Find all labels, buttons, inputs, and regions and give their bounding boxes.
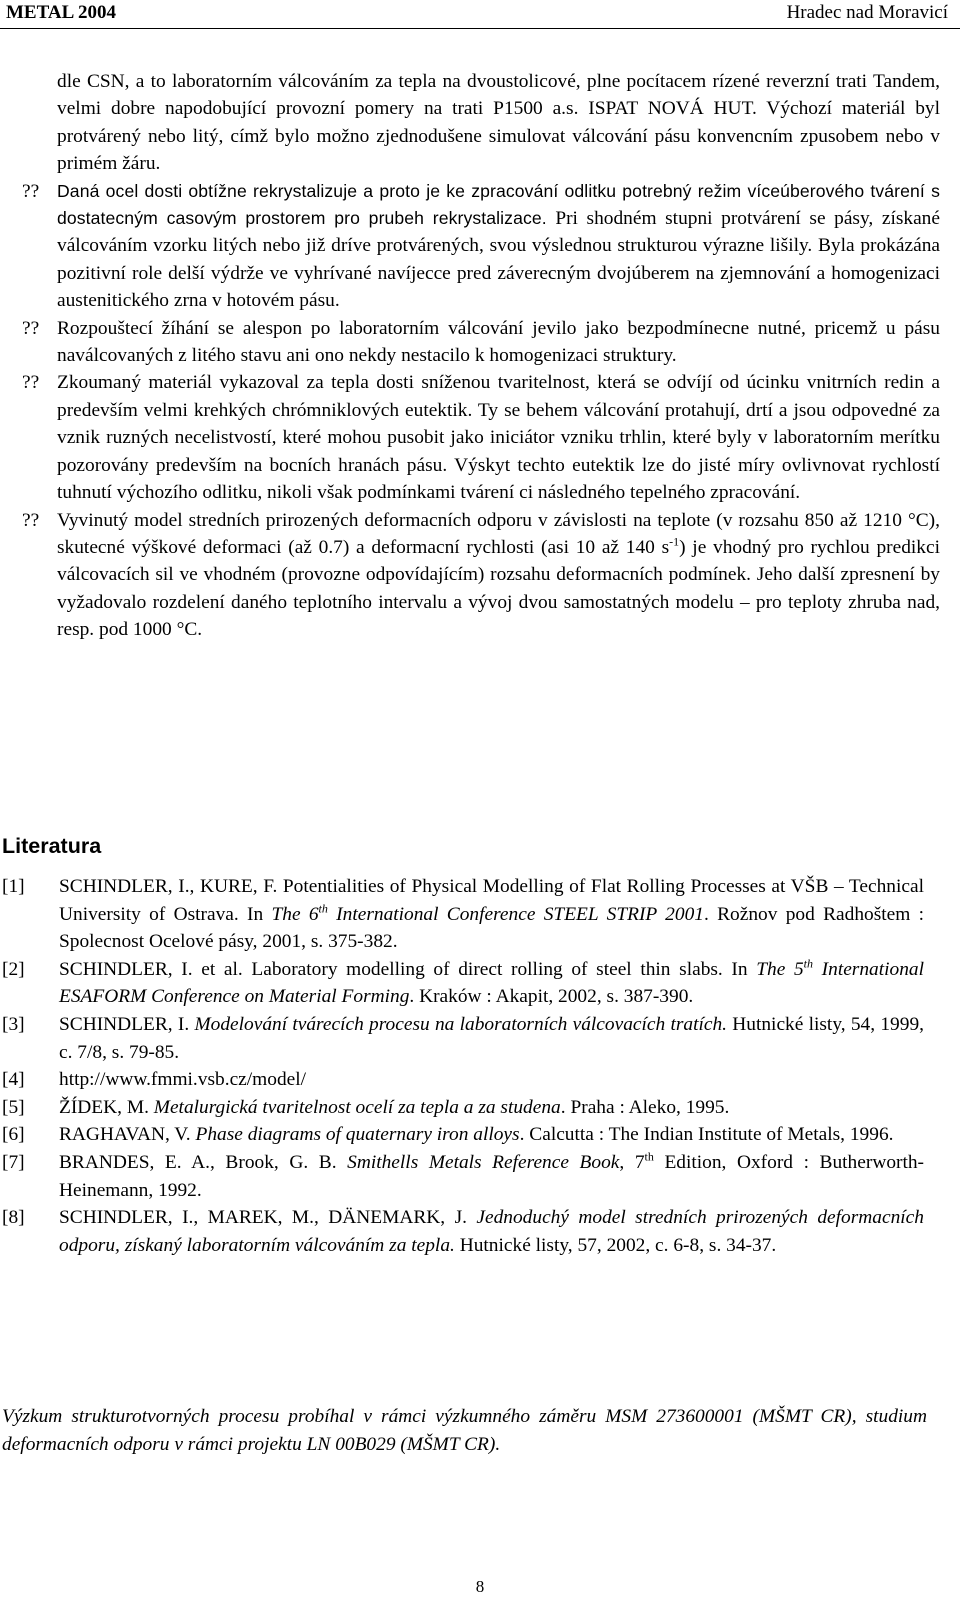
reference-superscript: th [318,901,328,916]
bullet-recrystallization [22,178,940,315]
reference-italic-text: International ESAFORM Conference on Material Forming [59,958,924,1008]
reference-item-5 [2,1094,924,1122]
bullet-marker: ?? [22,509,40,531]
reference-list [2,873,924,1259]
bullet-text: Rozpouštecí žíhání se alespon po laboratorním válcování jevilo jako bezpodmínecne nutné, pricemž u pásu naválcovaných z litého stavu ani ono nekdy nestacilo k homogenizaci struktury. [57,317,940,367]
reference-item-1 [2,873,924,956]
reference-italic-text: The 6 [271,903,319,925]
reference-text-tail: Hutnické listy, 54, 1999, c. 7/8, s. 79-85. [59,1013,924,1063]
bullet-marker: ?? [22,317,40,339]
reference-number: [7] [2,1151,25,1173]
reference-italic-text: Smithells Metals Reference Book [347,1151,620,1173]
page-number: 8 [475,1577,485,1596]
reference-text-tail: . Rožnov pod Radhoštem : Spolecnost Ocelové pásy, 2001, s. 375-382. [59,903,924,953]
reference-text: RAGHAVAN, V. [59,1124,196,1146]
reference-item-3 [2,1011,924,1066]
paragraph-intro: dle CSN, a to laboratorním válcováním za tepla na dvoustolicové, plne pocítacem rízené reverzní trati Tandem, velmi dobre napodobující provozní pomery na trati P1500 a.s. ISPAT NOVÁ HUT. Výchozí materiál byl protvárený nebo litý, címž bylo možno zjednodušene simulovat válcování pásu konvencním zpusobem nebo v primém žáru. [57,71,940,175]
reference-text-tail: . Kraków : Akapit, 2002, s. 387-390. [409,986,694,1008]
reference-number: [3] [2,1013,25,1035]
reference-text: SCHINDLER, I., MAREK, M., DÄNEMARK, J. [59,1207,477,1229]
bullet-text: Pri shodném stupni protvárení se pásy, získané válcováním vzorku litých nebo již dríve protvárených, svou výslednou strukturou výrazne lišily. Byla prokázána pozitivní role delší výdrže ve vyhrívané navíjecce pred záverecným dvojúberem na zjemnování a homogenizaci austenitického zrna v hotovém pásu. [57,208,940,312]
reference-italic-text: Jednoduchý model stredních prirozených deformacních odporu, získaný laboratorním válcováním za tepla. [59,1207,924,1256]
reference-number: [4] [2,1069,25,1091]
acknowledgement-note: Výzkum strukturotvorných procesu probíhal v rámci výzkumného záměru MSM 273600001 (MŠMT CR), studium deformacních odporu v rámci projektu LN 00B029 (MŠMT CR). [2,1406,927,1455]
reference-item-2 [2,956,924,1011]
header-location: Hradec nad Moravicí [786,2,948,23]
reference-text: SCHINDLER, I. [59,1013,195,1035]
reference-italic-text: The 5 [756,958,804,980]
reference-item-7 [2,1149,924,1204]
header-conference-title: METAL 2004 [6,2,116,23]
section-heading-literatura: Literatura [2,834,102,858]
reference-superscript: th [644,1149,654,1164]
reference-text: , 7 [619,1151,645,1173]
reference-text: BRANDES, E. A., Brook, G. B. [59,1151,348,1173]
bullet-superscript: -1 [669,534,680,549]
reference-number: [5] [2,1096,25,1118]
bullet-text-sans: Daná ocel dosti obtížne rekrystalizuje a proto je ke zpracování odlitku potrebný režim víceúberového tvárení s dostatecným casovým prostorem pro prubeh rekrystalizace. [57,180,940,229]
reference-item-4 [2,1066,924,1094]
reference-text-tail: Hutnické listy, 57, 2002, c. 6-8, s. 34-37. [454,1234,777,1256]
reference-text-tail: . Praha : Aleko, 1995. [560,1096,730,1118]
reference-text: ŽÍDEK, M. [59,1096,154,1118]
reference-italic-text: International Conference STEEL STRIP 2001 [327,903,704,925]
reference-url: http://www.fmmi.vsb.cz/model/ [59,1069,307,1091]
reference-italic-text: Modelování tvárecích procesu na laboratorních válcovacích tratích. [194,1013,728,1035]
reference-text-tail: Edition, Oxford : Butherworth-Heinemann, 1992. [59,1151,925,1201]
reference-text-tail: . Calcutta : The Indian Institute of Metals, 1996. [519,1124,894,1146]
header-rule [0,28,960,29]
bullet-marker: ?? [22,180,40,202]
reference-text: SCHINDLER, I., KURE, F. Potentialities of Physical Modelling of Flat Rolling Processes at VŠB – Technical University of Ostrava. In [59,876,924,925]
reference-number: [6] [2,1124,25,1146]
bullet-formability [22,369,940,506]
reference-italic [271,901,704,925]
bullet-annealing [22,315,940,370]
bullet-marker: ?? [22,372,40,394]
reference-number: [8] [2,1207,25,1229]
reference-superscript: th [803,956,814,971]
reference-italic-text: Phase diagrams of quaternary iron alloys [195,1124,520,1146]
reference-italic-text: Metalurgická tvaritelnost ocelí za tepla a za studena [153,1096,561,1118]
reference-item-6 [2,1121,924,1149]
bullet-text: Vyvinutý model stredních prirozených deformacních odporu v závislosti na teplote (v rozsahu 850 až 1210 °C), skutecné výškové deformaci (až 0.7) a deformacní rychlosti (asi 10 až 140 s [57,509,940,558]
reference-number: [1] [2,876,25,897]
bullet-text: Zkoumaný materiál vykazoval za tepla dosti sníženou tvaritelnost, která se odvíjí od úcinku vnitrních redin a predevším velmi krehkých chrómniklových eutektik. Ty se behem válcování protahují, drtí a jsou odpovedné za vznik ruzných necelistvostí, které mohou pusobit jako iniciátor vzniku trhlin, které byly v laboratorním merítku pozorovány predevším na bocních hranách pásu. Výskyt techto eutektik lze do jisté míry ovlivnovat rychlostí tuhnutí výchozího odlitku, nikoli však podmínkami tvárení ci následného tepelného zpracování. [57,372,940,504]
reference-text: SCHINDLER, I. et al. Laboratory modelling of direct rolling of steel thin slabs. In [59,958,757,980]
reference-item-8 [2,1204,924,1259]
body-text [22,68,940,644]
reference-number: [2] [2,958,25,980]
page-header [0,0,960,28]
bullet-text-continued: ) je vhodný pro rychlou predikci válcovacích sil ve vhodném (provozne odpovídajícím) rozsahu deformacních podmínek. Jeho další zpresnení by vyžadovalo rozdelení daného teplotního intervalu a vývoj dvou samostatných modelu – pro teploty zhruba nad, resp. pod 1000 °C. [57,536,940,641]
bullet-model [22,507,940,644]
